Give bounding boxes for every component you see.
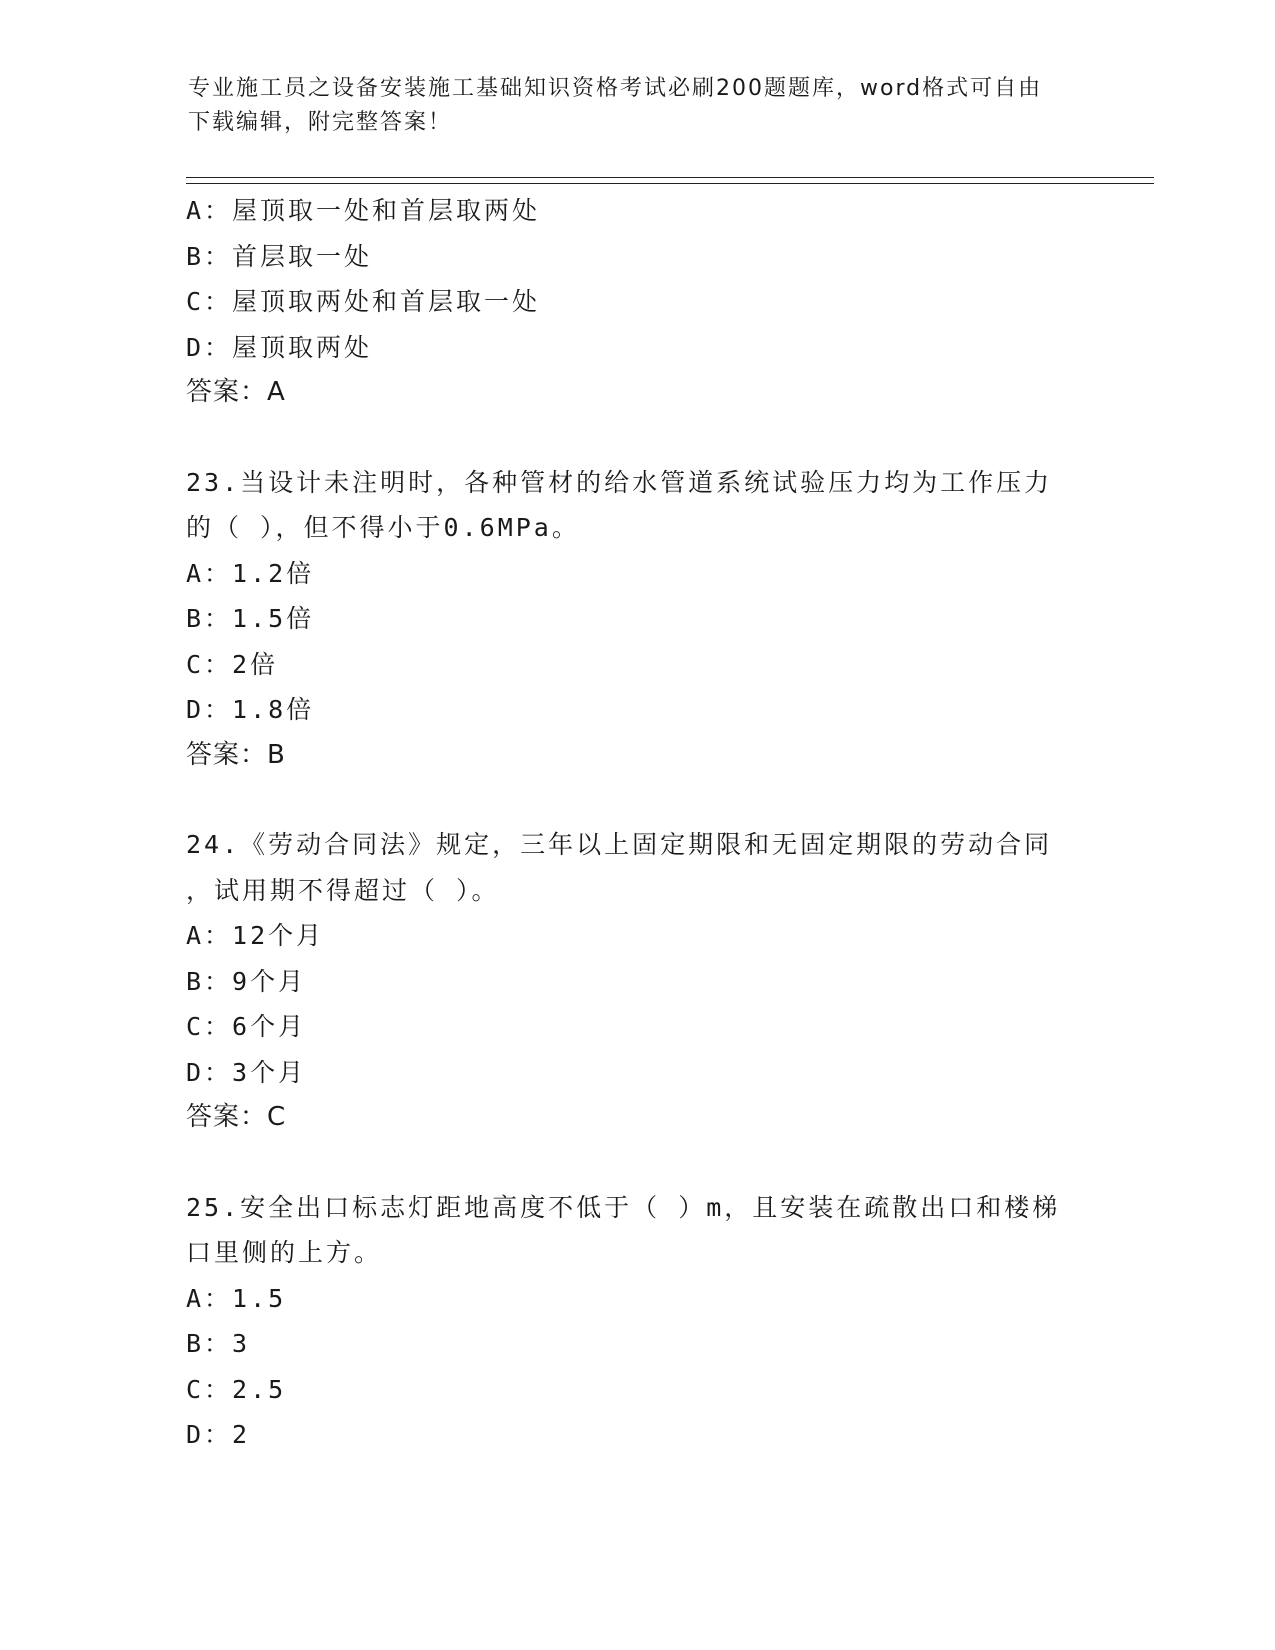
question-text-line-2: 的（ ），但不得小于0.6MPa。 — [186, 513, 580, 542]
question-text-line-2: ，试用期不得超过（ ）。 — [186, 875, 500, 905]
option-b: B：1.5倍 — [186, 604, 315, 633]
question-23 — [186, 460, 1086, 779]
document-header — [188, 72, 1068, 140]
header-line-1: 专业施工员之设备安装施工基础知识资格考试必刷200题题库，word格式可自由 — [188, 76, 1043, 101]
header-divider-bottom — [186, 183, 1154, 184]
header-divider-top — [186, 177, 1154, 178]
option-d: D：1.8倍 — [186, 695, 315, 724]
question-text-line-1: 25.安全出口标志灯距地高度不低于（ ）m，且安装在疏散出口和楼梯 — [186, 1192, 1061, 1222]
option-a: A：屋顶取一处和首层取两处 — [186, 196, 541, 225]
spacer — [186, 1141, 1086, 1185]
question-22 — [186, 188, 1086, 416]
option-b: B：首层取一处 — [186, 241, 373, 271]
option-a: A：12个月 — [186, 921, 325, 950]
header-line-2: 下载编辑，附完整答案！ — [188, 110, 453, 135]
question-25 — [186, 1185, 1086, 1458]
spacer — [186, 778, 1086, 822]
option-d: D：3个月 — [186, 1057, 307, 1087]
option-a: A：1.2倍 — [186, 558, 315, 588]
answer-label: 答案：B — [186, 739, 286, 770]
question-list — [186, 188, 1086, 1458]
question-text-line-1: 24.《劳动合同法》规定，三年以上固定期限和无固定期限的劳动合同 — [186, 830, 1053, 859]
question-24 — [186, 822, 1086, 1141]
option-d: D：屋顶取两处 — [186, 332, 373, 362]
option-b: B：3 — [186, 1329, 251, 1358]
option-a: A：1.5 — [186, 1283, 287, 1313]
option-d: D：2 — [186, 1420, 251, 1449]
answer-label: 答案：C — [186, 1102, 287, 1132]
option-c: C：2.5 — [186, 1374, 287, 1404]
option-c: C：屋顶取两处和首层取一处 — [186, 287, 541, 316]
question-text-line-2: 口里侧的上方。 — [186, 1238, 383, 1267]
answer-label: 答案：A — [186, 377, 286, 407]
option-b: B：9个月 — [186, 966, 307, 996]
option-c: C：2倍 — [186, 649, 279, 679]
question-text-line-1: 23.当设计未注明时，各种管材的给水管道系统试验压力均为工作压力 — [186, 467, 1053, 497]
option-c: C：6个月 — [186, 1012, 307, 1041]
spacer — [186, 416, 1086, 460]
